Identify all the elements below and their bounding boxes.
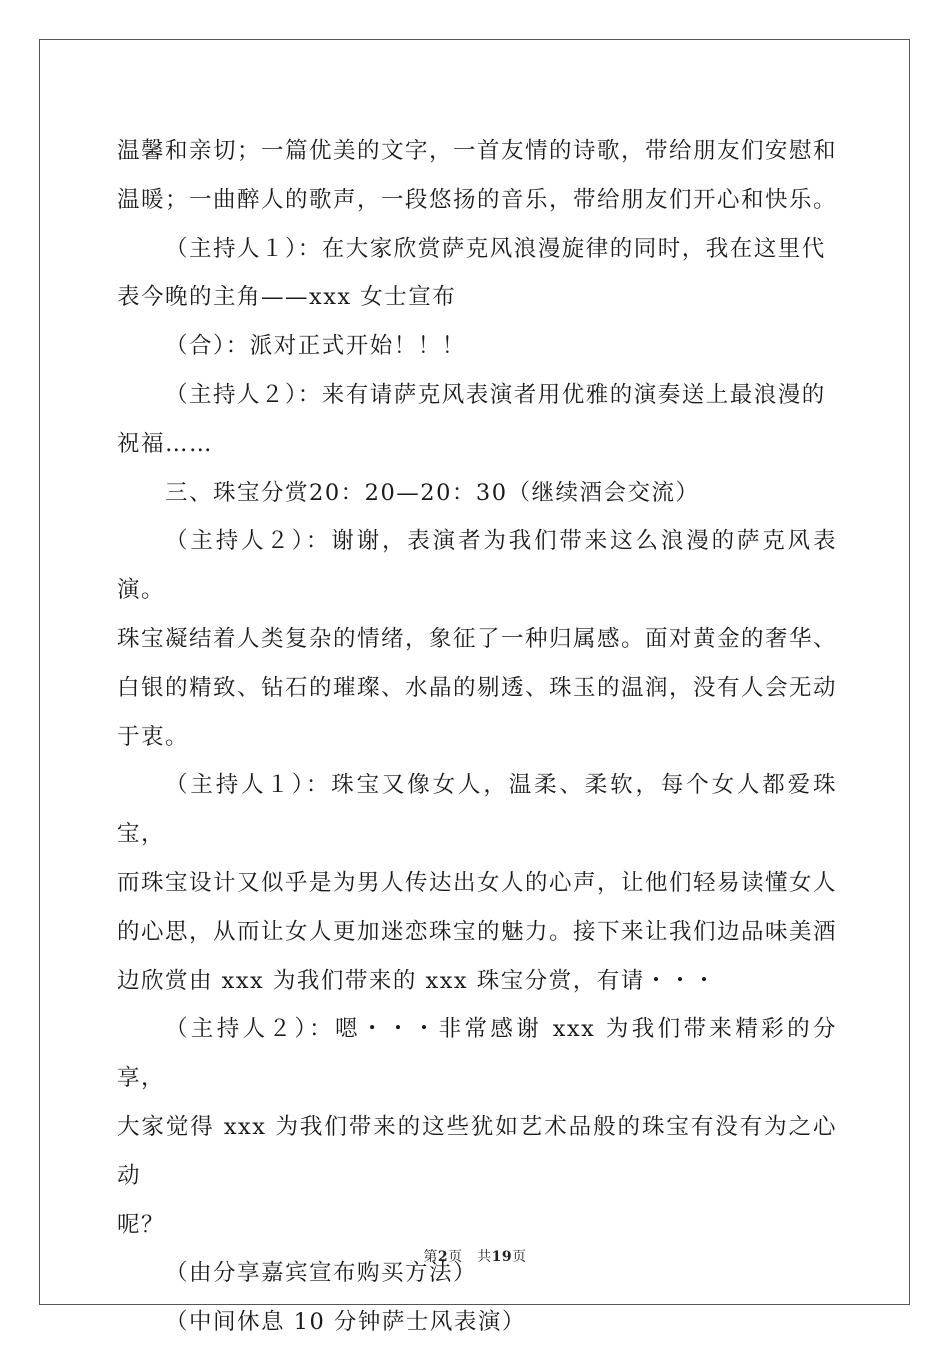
text-line: 温馨和亲切；一篇优美的文字，一首友情的诗歌，带给朋友们安慰和: [117, 138, 838, 164]
text-line: 大家觉得 xxx 为我们带来的这些犹如艺术品般的珠宝有没有为之心动: [117, 1113, 837, 1189]
text-line: 白银的精致、钻石的璀璨、水晶的剔透、珠玉的温润，没有人会无动: [117, 674, 838, 701]
section-heading: 三、珠宝分赏20：20—20：30（继续酒会交流）: [165, 479, 700, 506]
text-line: （主持人２）：嗯・・・非常感谢 xxx 为我们带来精彩的分享，: [117, 1016, 837, 1092]
footer-suffix: 页: [512, 1249, 527, 1265]
text-line: （主持人１）：在大家欣赏萨克风浪漫旋律的同时，我在这里代: [165, 235, 826, 262]
text-line: （主持人２）：谢谢，表演者为我们带来这么浪漫的萨克风表演。: [117, 528, 837, 604]
page-footer: [0, 1246, 950, 1266]
text-line: 表今晚的主角——xxx 女士宣布: [117, 284, 457, 311]
text-line: 边欣赏由 xxx 为我们带来的 xxx 珠宝分赏，有请・・・: [117, 967, 717, 994]
text-line: 祝福……: [117, 430, 214, 457]
footer-prefix: 第: [423, 1249, 438, 1265]
document-body: [117, 127, 837, 1347]
text-line: （主持人１）：珠宝又像女人，温柔、柔软，每个女人都爱珠宝，: [117, 772, 837, 848]
text-line: （中间休息 10 分钟萨士风表演）: [165, 1309, 526, 1336]
text-line: 的心思，从而让女人更加迷恋珠宝的魅力。接下来让我们边品味美酒: [117, 918, 838, 945]
text-line: 珠宝凝结着人类复杂的情绪，象征了一种归属感。面对黄金的奢华、: [117, 625, 838, 652]
footer-mid: 页 共: [448, 1249, 492, 1265]
total-page-number: 19: [491, 1249, 513, 1265]
text-line: （由分享嘉宾宣布购买方法）: [165, 1260, 478, 1287]
current-page-number: 2: [437, 1249, 449, 1265]
text-line: 而珠宝设计又似乎是为男人传达出女人的心声，让他们轻易读懂女人: [117, 869, 838, 896]
text-line: （合）：派对正式开始！！！: [165, 333, 466, 360]
text-line: 于衷。: [117, 723, 190, 750]
text-line: 呢？: [117, 1211, 166, 1238]
text-line: 温暖；一曲醉人的歌声，一段悠扬的音乐，带给朋友们开心和快乐。: [117, 186, 838, 213]
text-line: （主持人２）：来有请萨克风表演者用优雅的演奏送上最浪漫的: [165, 381, 826, 408]
